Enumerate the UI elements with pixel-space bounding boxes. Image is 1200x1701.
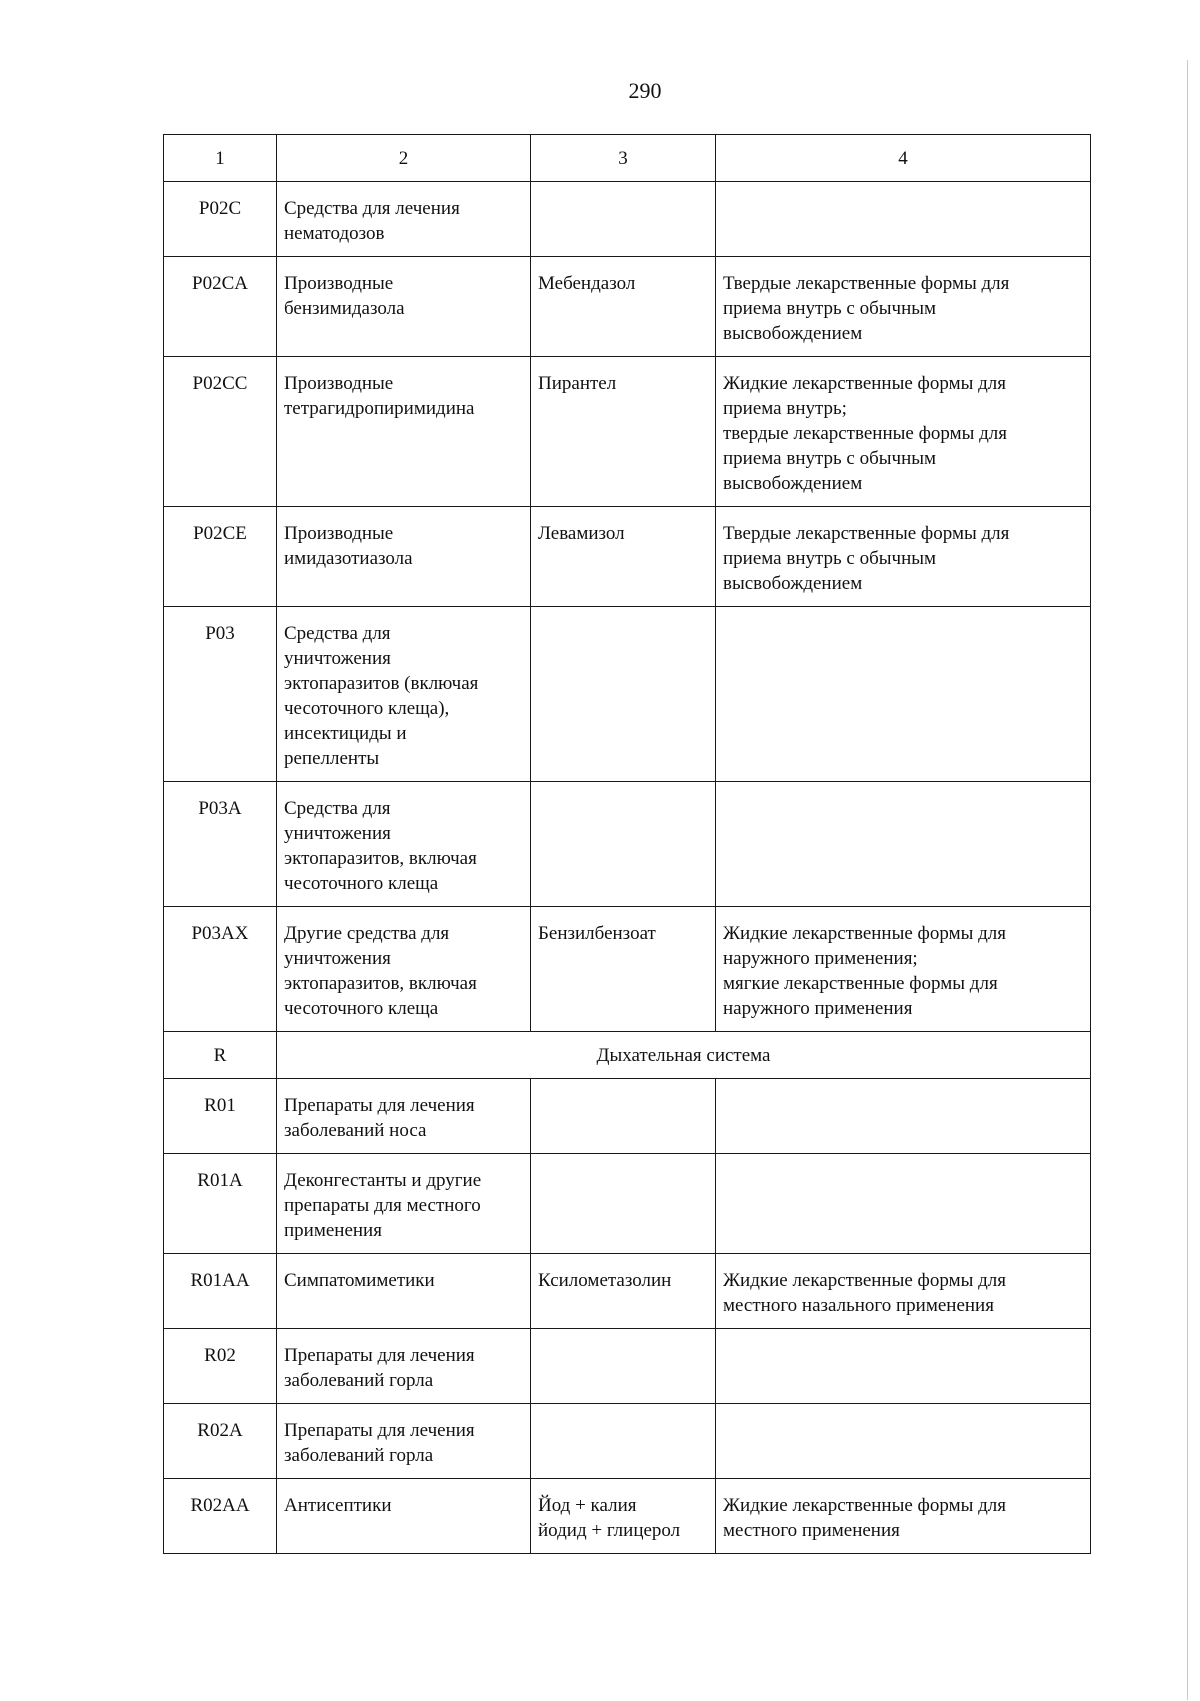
group-line: имидазотиазола (284, 548, 413, 569)
header-cell-4: 4 (716, 135, 1091, 182)
anatomical-group-cell (277, 357, 531, 507)
dosage-form-cell (716, 1079, 1091, 1154)
group-line: заболеваний носа (284, 1120, 427, 1141)
table-row (164, 1479, 1091, 1554)
table-row (164, 1329, 1091, 1404)
group-line: Симпатомиметики (284, 1270, 435, 1291)
form-line: приема внутрь с обычным (723, 448, 937, 469)
page-number: 290 (628, 78, 662, 103)
dosage-form-cell (716, 607, 1091, 782)
drug-name-cell (531, 1479, 716, 1554)
atc-code-cell: R02A (164, 1404, 277, 1479)
group-line: репелленты (284, 748, 380, 769)
atc-code-cell: R (164, 1032, 277, 1079)
table-row (164, 1079, 1091, 1154)
group-line: чесоточного клеща (284, 873, 439, 894)
form-line: местного применения (723, 1520, 900, 1541)
header-cell-2: 2 (277, 135, 531, 182)
dosage-form-cell (716, 1479, 1091, 1554)
anatomical-group-cell (277, 1479, 531, 1554)
anatomical-group-cell (277, 907, 531, 1032)
table-row (164, 782, 1091, 907)
anatomical-group-cell (277, 1079, 531, 1154)
anatomical-group-cell (277, 257, 531, 357)
form-line: Твердые лекарственные формы для (723, 273, 1010, 294)
form-line: Твердые лекарственные формы для (723, 523, 1010, 544)
atc-code-cell: R02AA (164, 1479, 277, 1554)
table-row (164, 1032, 1091, 1079)
drug-line: Мебендазол (538, 273, 636, 294)
anatomical-group-cell (277, 1404, 531, 1479)
dosage-form-cell (716, 257, 1091, 357)
drug-name-cell (531, 357, 716, 507)
group-line: заболеваний горла (284, 1445, 434, 1466)
form-line: высвобождением (723, 573, 863, 594)
form-line: наружного применения (723, 998, 913, 1019)
atc-code-cell: R01AA (164, 1254, 277, 1329)
anatomical-group-cell (277, 1154, 531, 1254)
form-line: высвобождением (723, 323, 863, 344)
table-row (164, 907, 1091, 1032)
drug-name-cell (531, 1404, 716, 1479)
group-line: Препараты для лечения (284, 1095, 475, 1116)
group-line: Средства для (284, 798, 391, 819)
drug-name-cell (531, 182, 716, 257)
anatomical-group-cell (277, 1329, 531, 1404)
group-line: чесоточного клеща), (284, 698, 450, 719)
table-body (164, 135, 1091, 1554)
atc-code-cell: P02CA (164, 257, 277, 357)
dosage-form-cell (716, 507, 1091, 607)
group-line: тетрагидропиримидина (284, 398, 475, 419)
group-line: Препараты для лечения (284, 1345, 475, 1366)
scan-edge-line (1187, 60, 1188, 1700)
table-row (164, 1254, 1091, 1329)
group-line: Производные (284, 523, 394, 544)
table-row (164, 257, 1091, 357)
group-line: уничтожения (284, 823, 391, 844)
group-line: Антисептики (284, 1495, 392, 1516)
atc-code-cell: P03A (164, 782, 277, 907)
drug-name-cell (531, 907, 716, 1032)
group-line: чесоточного клеща (284, 998, 439, 1019)
group-line: инсектициды и (284, 723, 407, 744)
table-row (164, 507, 1091, 607)
form-line: высвобождением (723, 473, 863, 494)
group-line: эктопаразитов, включая (284, 848, 477, 869)
drug-classification-table (163, 134, 1091, 1554)
dosage-form-cell (716, 182, 1091, 257)
form-line: приема внутрь с обычным (723, 298, 937, 319)
group-line: Препараты для лечения (284, 1420, 475, 1441)
anatomical-group-cell (277, 607, 531, 782)
group-line: уничтожения (284, 948, 391, 969)
atc-code-cell: P02C (164, 182, 277, 257)
group-line: Средства для (284, 623, 391, 644)
table-row (164, 1404, 1091, 1479)
header-cell-1: 1 (164, 135, 277, 182)
table-row (164, 182, 1091, 257)
form-line: местного назального применения (723, 1295, 994, 1316)
atc-code-cell: P02CC (164, 357, 277, 507)
form-line: твердые лекарственные формы для (723, 423, 1008, 444)
table-row (164, 357, 1091, 507)
atc-code-cell: R02 (164, 1329, 277, 1404)
anatomical-group-cell (277, 182, 531, 257)
dosage-form-cell (716, 1254, 1091, 1329)
group-line: эктопаразитов (включая (284, 673, 479, 694)
atc-code-cell: R01 (164, 1079, 277, 1154)
group-line: эктопаразитов, включая (284, 973, 477, 994)
table-row (164, 607, 1091, 782)
drug-name-cell (531, 1079, 716, 1154)
table-row (164, 1154, 1091, 1254)
form-line: мягкие лекарственные формы для (723, 973, 998, 994)
dosage-form-cell (716, 357, 1091, 507)
drug-line: Ксилометазолин (538, 1270, 672, 1291)
anatomical-group-cell (277, 507, 531, 607)
drug-line: Йод + калия (538, 1495, 637, 1516)
drug-name-cell (531, 1254, 716, 1329)
dosage-form-cell (716, 907, 1091, 1032)
dosage-form-cell (716, 1404, 1091, 1479)
atc-code-cell: P03AX (164, 907, 277, 1032)
form-line: Жидкие лекарственные формы для (723, 1270, 1006, 1291)
group-line: заболеваний горла (284, 1370, 434, 1391)
dosage-form-cell (716, 1329, 1091, 1404)
group-line: Производные (284, 273, 394, 294)
form-line: Жидкие лекарственные формы для (723, 373, 1006, 394)
dosage-form-cell (716, 1154, 1091, 1254)
group-line: применения (284, 1220, 382, 1241)
group-line: уничтожения (284, 648, 391, 669)
anatomical-group-cell (277, 1254, 531, 1329)
group-line: Производные (284, 373, 394, 394)
section-title-cell: Дыхательная система (277, 1032, 1091, 1079)
form-line: Жидкие лекарственные формы для (723, 1495, 1006, 1516)
drug-line: Бензилбензоат (538, 923, 656, 944)
form-line: Жидкие лекарственные формы для (723, 923, 1006, 944)
group-line: Средства для лечения (284, 198, 460, 219)
dosage-form-cell (716, 782, 1091, 907)
drug-name-cell (531, 607, 716, 782)
drug-line: Левамизол (538, 523, 625, 544)
anatomical-group-cell (277, 782, 531, 907)
drug-name-cell (531, 257, 716, 357)
form-line: приема внутрь с обычным (723, 548, 937, 569)
drug-line: Пирантел (538, 373, 617, 394)
drug-name-cell (531, 507, 716, 607)
group-line: нематодозов (284, 223, 385, 244)
form-line: наружного применения; (723, 948, 918, 969)
drug-name-cell (531, 782, 716, 907)
atc-code-cell: P03 (164, 607, 277, 782)
drug-line: йодид + глицерол (538, 1520, 681, 1541)
group-line: препараты для местного (284, 1195, 481, 1216)
form-line: приема внутрь; (723, 398, 847, 419)
table-header-row (164, 135, 1091, 182)
group-line: Другие средства для (284, 923, 450, 944)
drug-name-cell (531, 1154, 716, 1254)
atc-code-cell: P02CE (164, 507, 277, 607)
drug-name-cell (531, 1329, 716, 1404)
atc-code-cell: R01A (164, 1154, 277, 1254)
group-line: бензимидазола (284, 298, 405, 319)
group-line: Деконгестанты и другие (284, 1170, 482, 1191)
header-cell-3: 3 (531, 135, 716, 182)
